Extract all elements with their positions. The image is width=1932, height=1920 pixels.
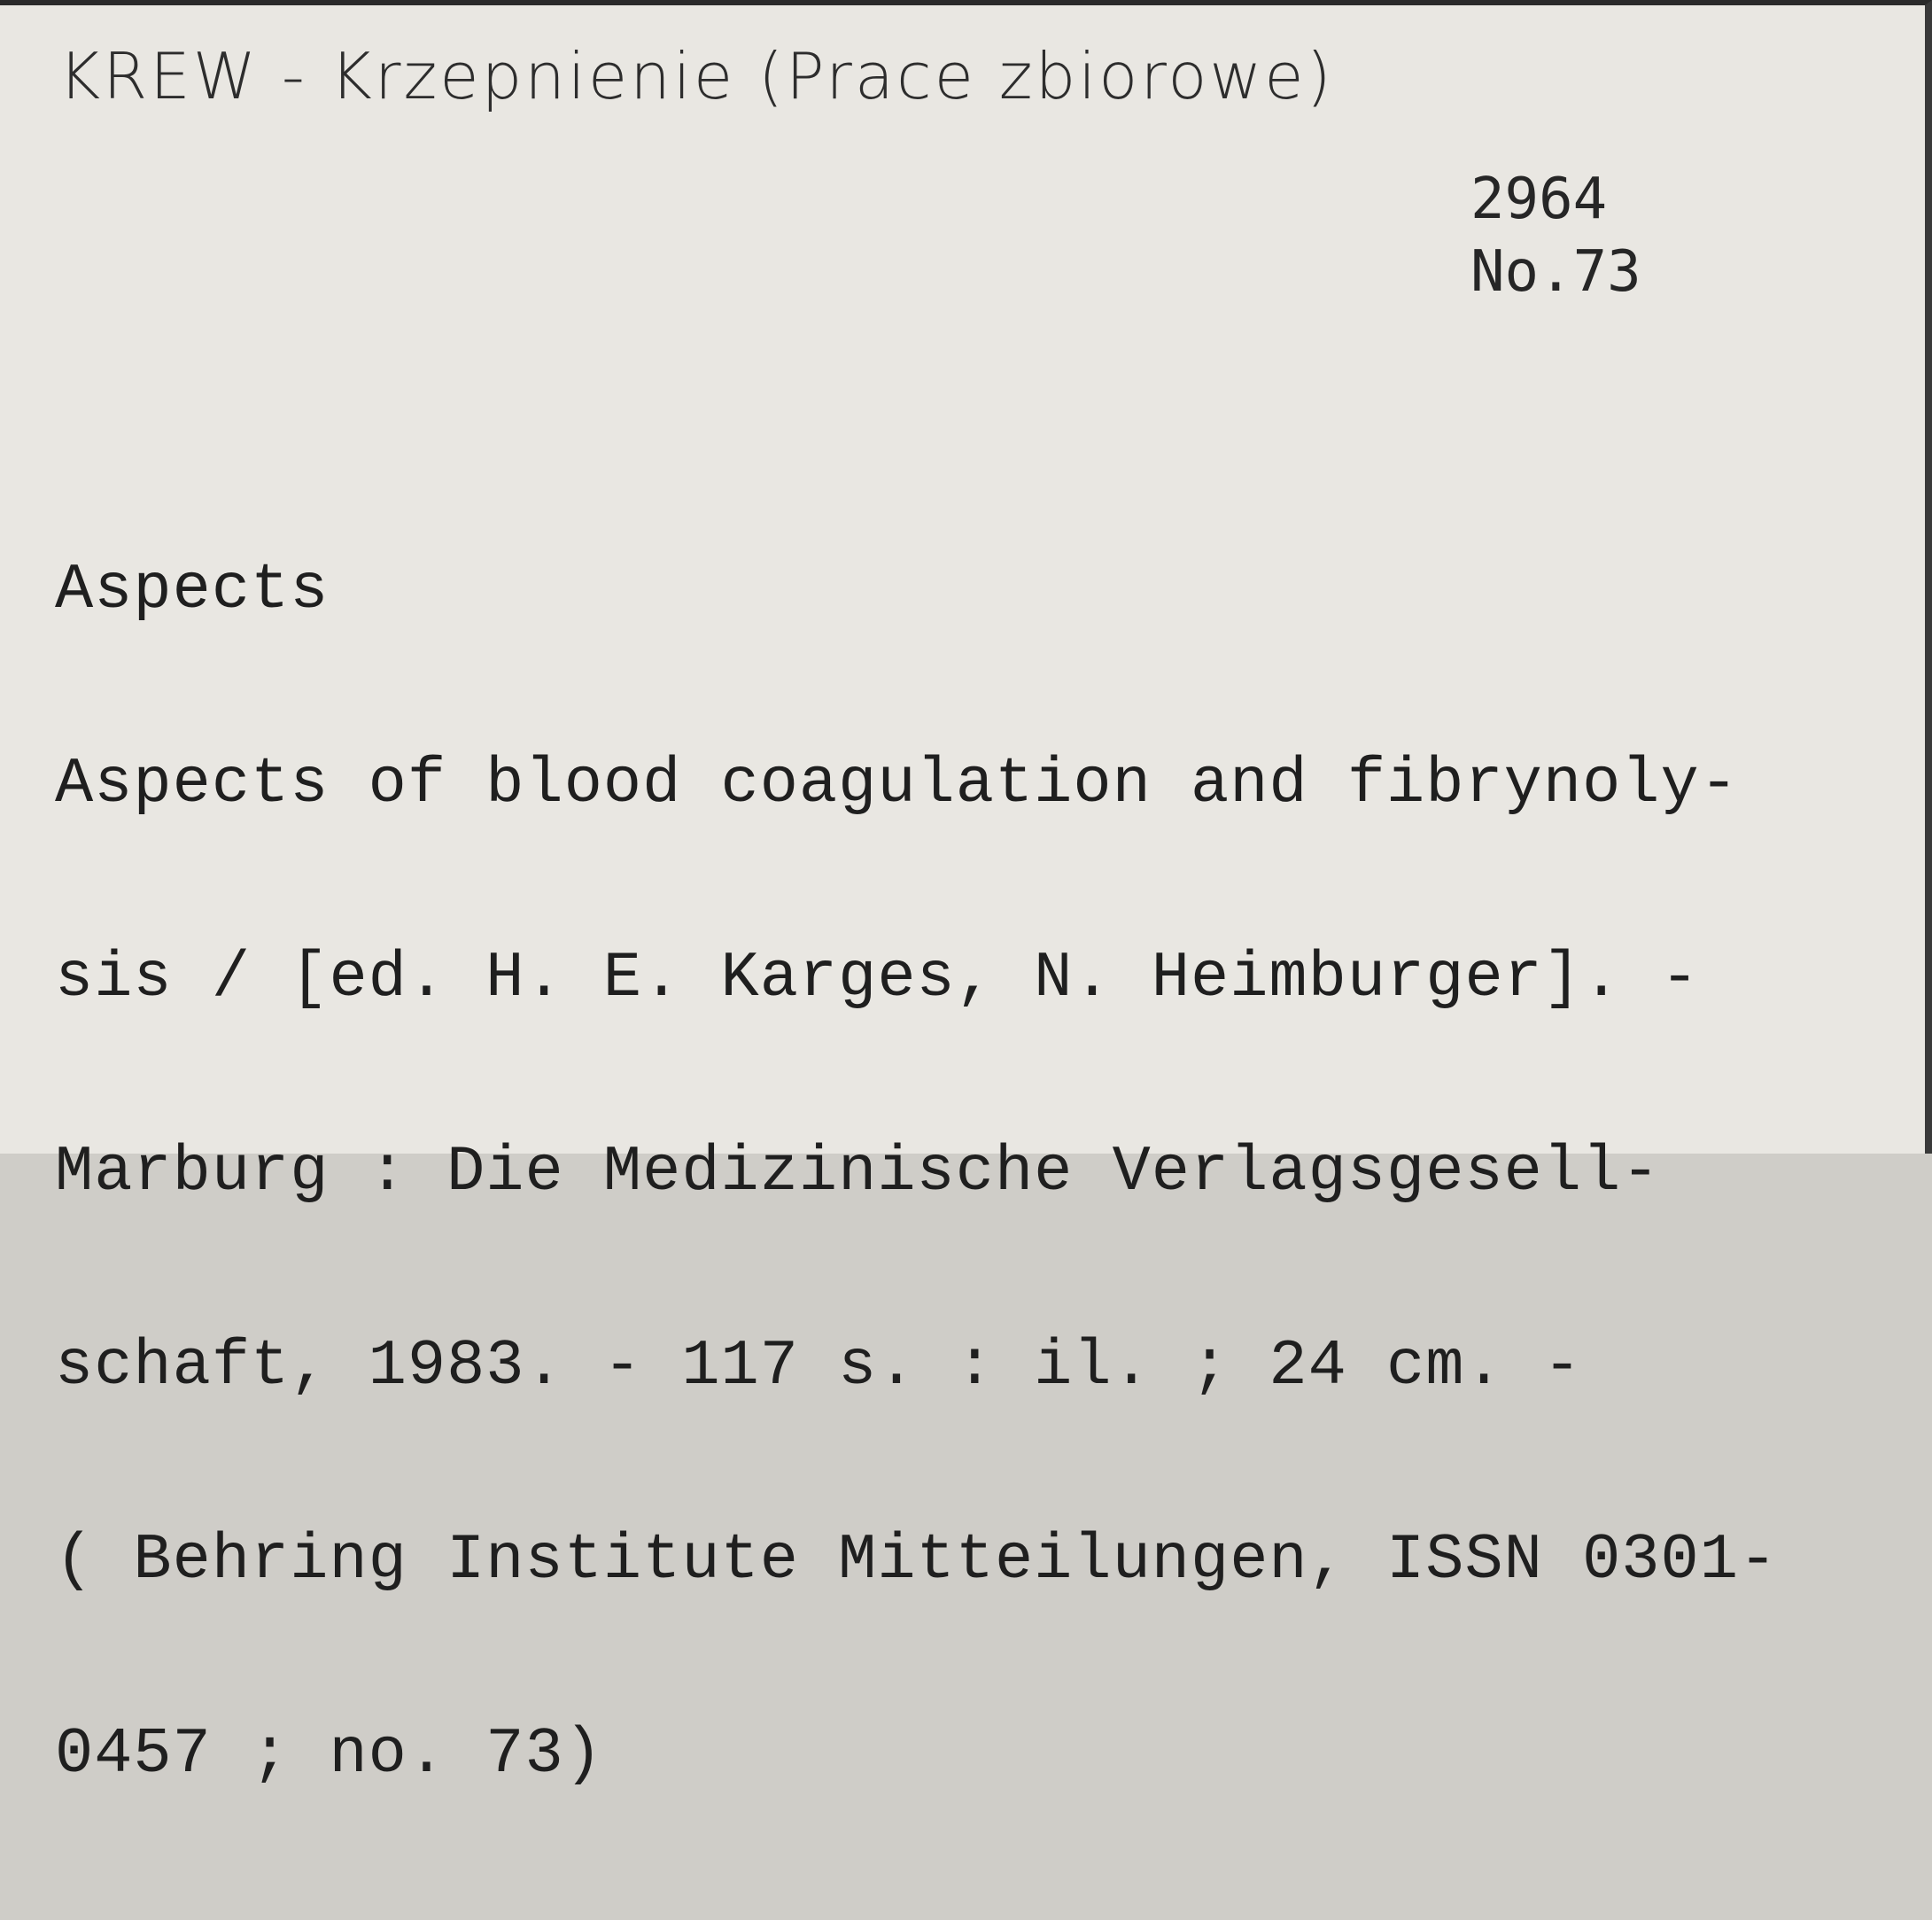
entry-heading: Aspects: [55, 554, 330, 626]
entry-line: sis / [ed. H. E. Karges, N. Heimburger]. -: [55, 942, 1700, 1014]
call-number: 2964: [1470, 167, 1608, 232]
entry-line: Aspects of blood coagulation and fibrynoly-: [55, 748, 1739, 820]
handwritten-subject-heading: KREW - Krzepnienie (Prace zbiorowe): [58, 39, 1334, 113]
bibliographic-entry: [55, 429, 1880, 1916]
entry-line: ( Behring Institute Mitteilungen, ISSN 0301-: [55, 1524, 1779, 1597]
entry-line: schaft, 1983. - 117 s. : il. ; 24 cm. -: [55, 1330, 1583, 1403]
call-number-block: [1470, 163, 1641, 308]
entry-line: Marburg : Die Medizinische Verlagsgesell-: [55, 1136, 1661, 1209]
volume-number: No.73: [1470, 239, 1641, 305]
entry-line: 0457 ; no. 73): [55, 1718, 603, 1791]
